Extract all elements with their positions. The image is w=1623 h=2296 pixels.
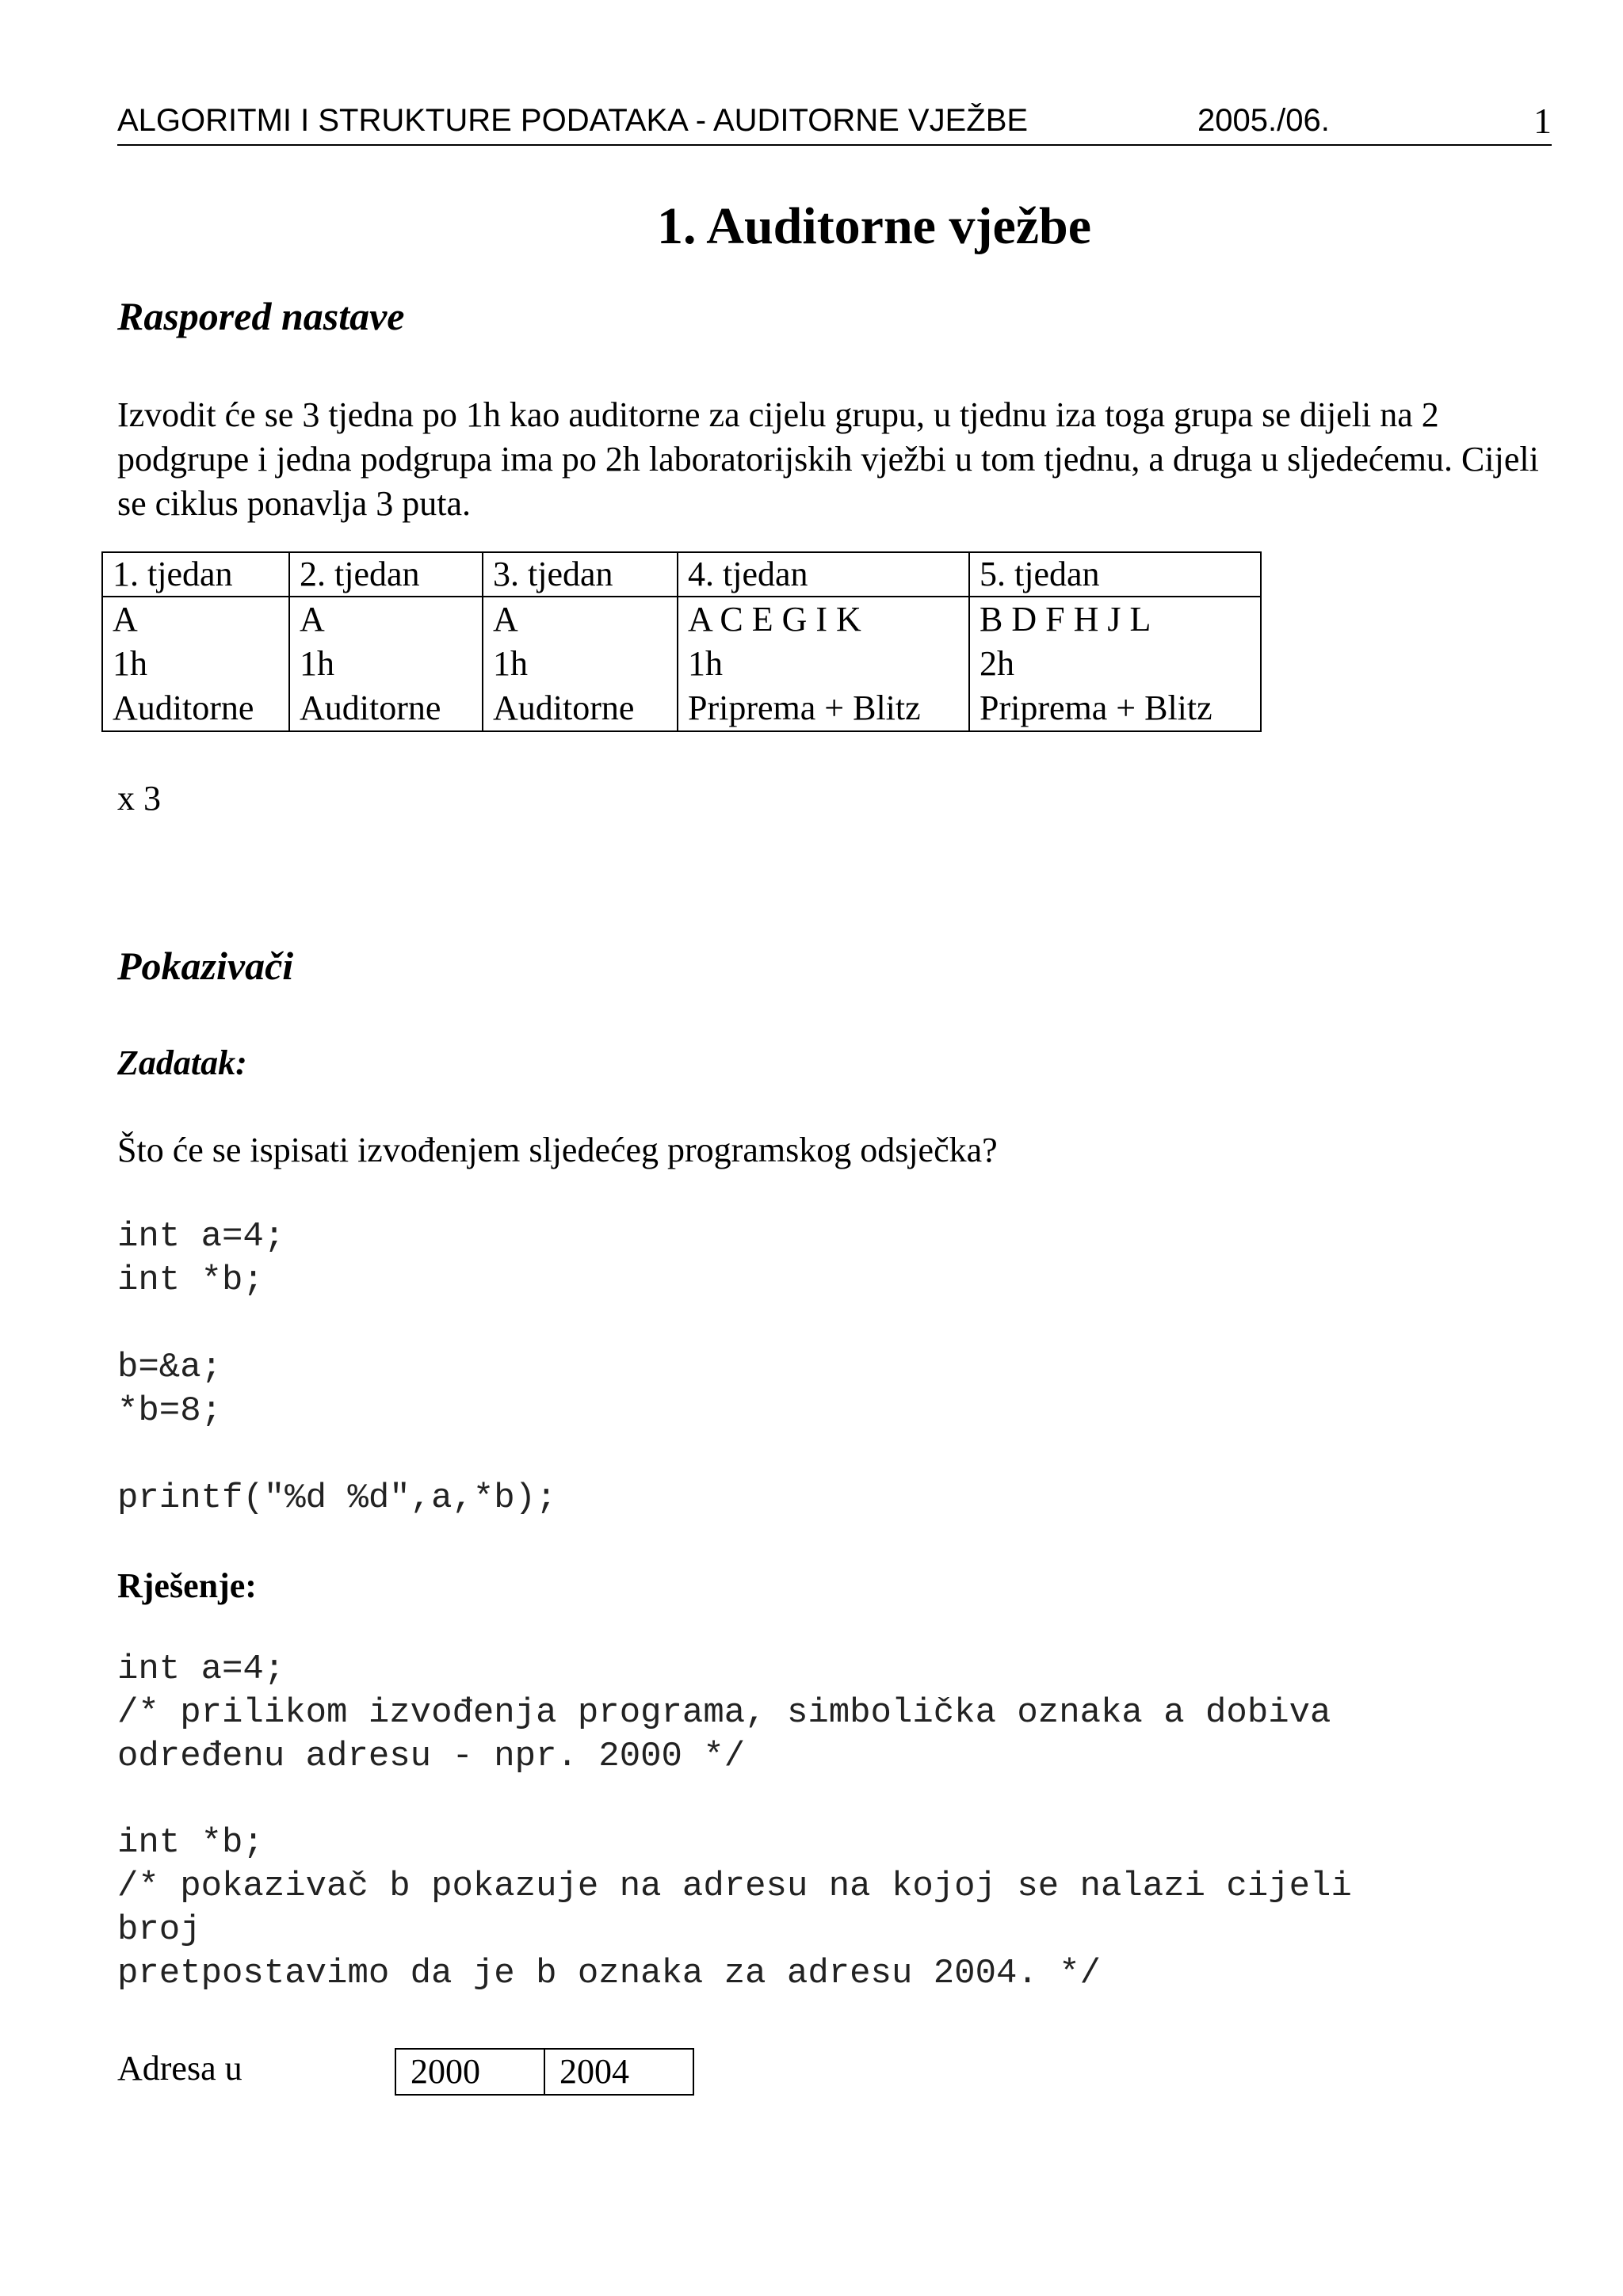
solution-code-declaration-b: int *b; /* pokazivač b pokazuje na adresu na kojoj se nalazi cijeli broj pretpostavimo da je b oznaka za adresu 2004. */ bbox=[117, 1823, 1352, 1993]
cell-type: Auditorne bbox=[493, 688, 635, 727]
task-label: Zadatak: bbox=[117, 1043, 247, 1082]
week-header: 4. tjedan bbox=[678, 552, 969, 597]
task-question: Što će se ispisati izvođenjem sljedećeg programskog odsječka? bbox=[117, 1131, 998, 1169]
week-header: 1. tjedan bbox=[102, 552, 289, 597]
address-label: Adresa u bbox=[117, 2049, 242, 2088]
schedule-table bbox=[101, 551, 1262, 732]
schedule-header-row bbox=[102, 552, 1261, 597]
academic-year: 2005./06. bbox=[1197, 103, 1330, 138]
solution-code-declaration-a: int a=4; /* prilikom izvođenja programa, simbolička oznaka a dobiva određenu adresu - npr. 2000 */ bbox=[117, 1650, 1331, 1776]
cell-group: A bbox=[300, 600, 325, 639]
cell-hours: 1h bbox=[688, 644, 723, 683]
schedule-body-row bbox=[102, 597, 1261, 731]
page-number: 1 bbox=[1533, 101, 1552, 141]
task-code: int a=4; int *b; b=&a; *b=8; printf("%d %d",a,*b); bbox=[117, 1217, 557, 1518]
cell-hours: 1h bbox=[493, 644, 528, 683]
address-table bbox=[395, 2048, 694, 2096]
document-title: 1. Auditorne vježbe bbox=[656, 197, 1092, 255]
week-header: 3. tjedan bbox=[483, 552, 678, 597]
week-cell bbox=[102, 597, 289, 731]
cell-type: Auditorne bbox=[113, 688, 254, 727]
cell-type: Priprema + Blitz bbox=[688, 688, 921, 727]
cell-group: A bbox=[113, 600, 138, 639]
cell-group: B D F H J L bbox=[980, 600, 1151, 639]
schedule-heading: Raspored nastave bbox=[117, 294, 405, 338]
address-cell: 2004 bbox=[544, 2049, 693, 2095]
cell-hours: 1h bbox=[113, 644, 147, 683]
solution-label: Rješenje: bbox=[117, 1566, 257, 1605]
cell-type: Priprema + Blitz bbox=[980, 688, 1212, 727]
week-cell bbox=[289, 597, 483, 731]
course-title: ALGORITMI I STRUKTURE PODATAKA - AUDITORNE VJEŽBE bbox=[117, 103, 1029, 138]
week-header: 2. tjedan bbox=[289, 552, 483, 597]
address-row bbox=[395, 2049, 693, 2095]
week-cell bbox=[678, 597, 969, 731]
cell-hours: 1h bbox=[300, 644, 334, 683]
week-header: 5. tjedan bbox=[969, 552, 1261, 597]
schedule-paragraph: Izvodit će se 3 tjedna po 1h kao auditorne za cijelu grupu, u tjednu iza toga grupa se dijeli na 2 podgrupe i jedna podgrupa ima po 2h laboratorijskih vježbi u tom tjednu, a druga u sljedećemu. Cijeli se ciklus ponavlja 3 puta. bbox=[117, 395, 1539, 523]
week-cell bbox=[483, 597, 678, 731]
address-cell: 2000 bbox=[395, 2049, 544, 2095]
week-cell bbox=[969, 597, 1261, 731]
cell-group: A bbox=[493, 600, 518, 639]
pointers-heading: Pokazivači bbox=[117, 944, 294, 988]
cell-group: A C E G I K bbox=[688, 600, 861, 639]
cell-hours: 2h bbox=[980, 644, 1014, 683]
repeat-note: x 3 bbox=[117, 779, 161, 818]
page-header bbox=[117, 100, 1552, 146]
cell-type: Auditorne bbox=[300, 688, 441, 727]
